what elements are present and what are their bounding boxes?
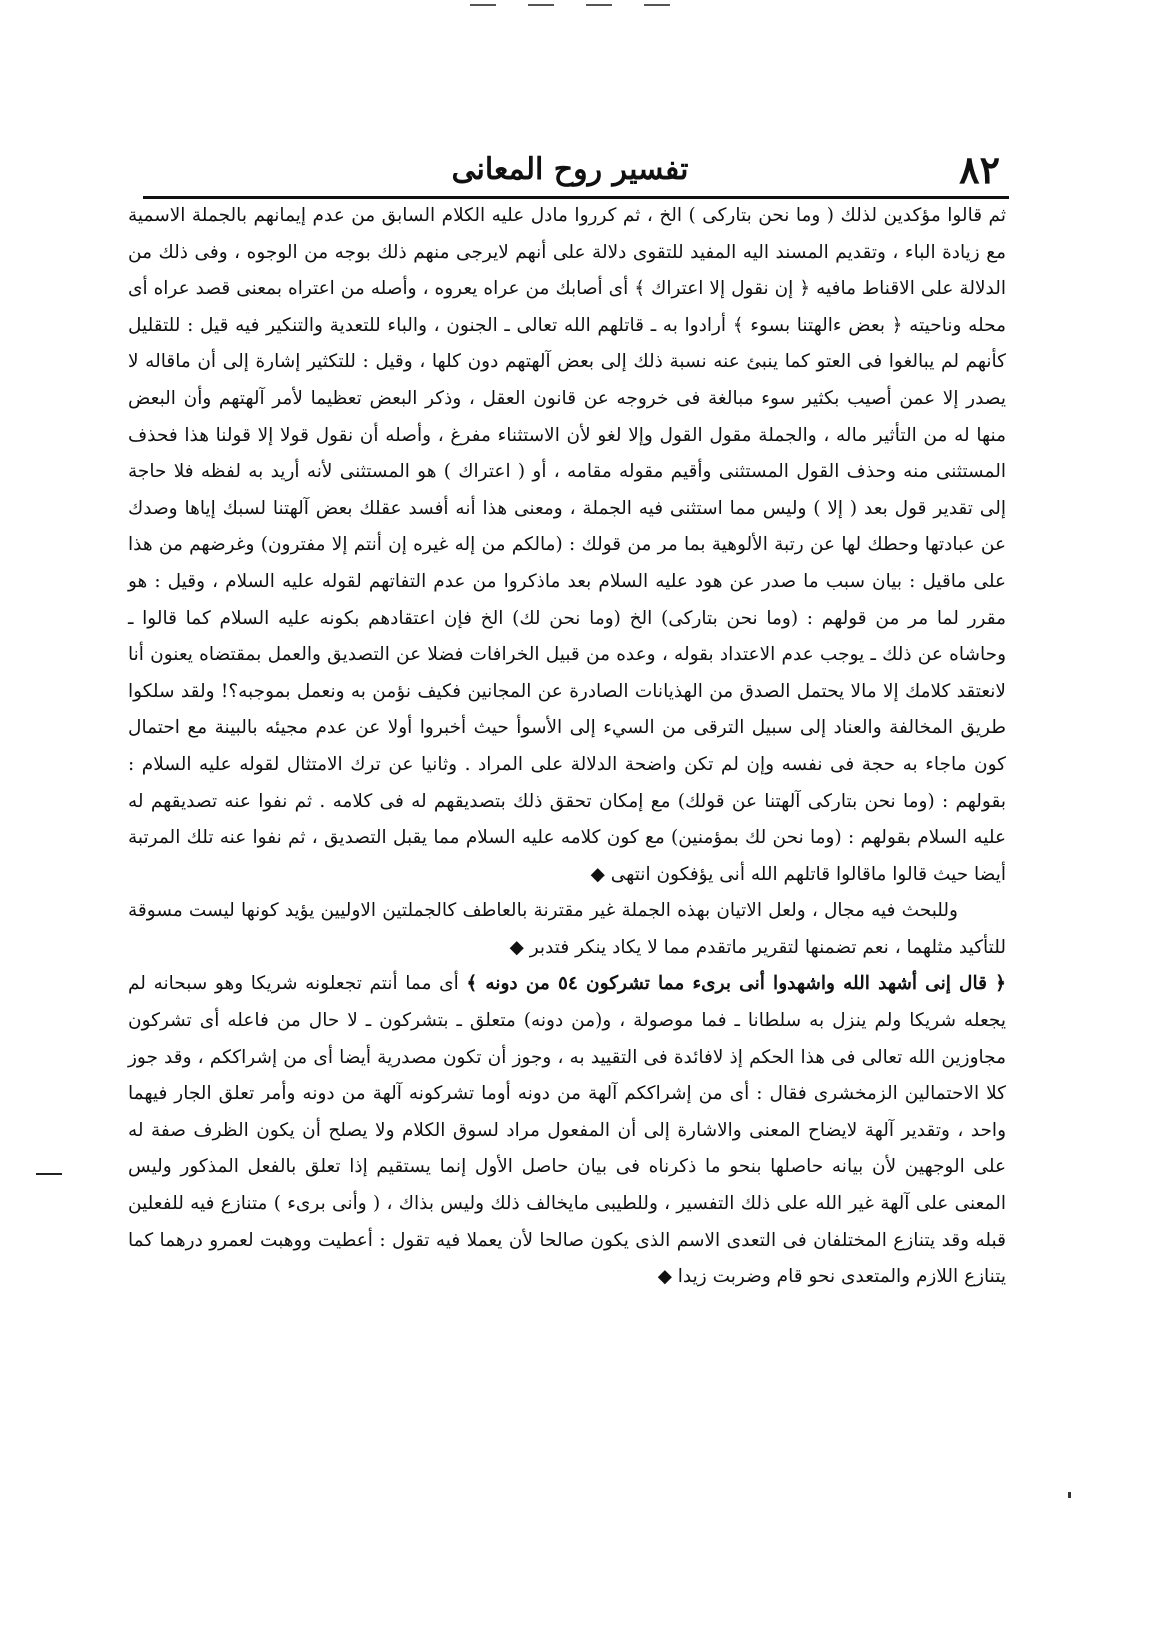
paragraph-2: وللبحث فيه مجال ، ولعل الاتيان بهذه الجملة غير مقترنة بالعاطف كالجملتين الاوليين يؤيد كونها ليست مسوقة للتأكيد مثلهما ، نعم تضمنها لتقرير ماتقدم مما لا يكاد ينكر فتدبر ◆	[128, 900, 1006, 958]
quran-verse-54: ﴿ قال إنى أشهد الله واشهدوا أنى برىء مما تشركون ٥٤ من دونه ﴾	[466, 973, 1006, 995]
margin-dash	[36, 1173, 62, 1175]
page-header	[140, 148, 1000, 192]
margin-mark	[1068, 1492, 1071, 1498]
page-number: ٨٢	[959, 147, 1000, 192]
verse-54-commentary: أى مما أنتم تجعلونه شريكا وهو سبحانه لم يجعله شريكا ولم ينزل به سلطانا ـ فما موصولة ، و(من دونه) متعلق ـ بتشركون ـ لا حال من فاعله أى تشركون مجاوزين الله تعالى فى هذا الحكم إذ لافائدة فى التقييد به ، وجوز أن تكون مصدرية أيضا أى من إشراككم ، وقد جوز كلا الاحتمالين الزمخشرى فقال : أى من إشراككم آلهة من دونه أوما تشركونه آلهة من دونه وأمر تعلق الجار فيهما واحد ، وتقدير آلهة لايضاح المعنى والاشارة إلى أن المفعول مراد لسوق الكلام ولا يصلح أن يكون الظرف صفة له على الوجهين لأن بيانه حاصلها بنحو ما ذكرناه فى بيان حاصل الأول إنما يستقيم إذا تعلق بالفعل المذكور وليس المعنى على آلهة غير الله على ذلك التفسير ، وللطيبى مايخالف ذلك وليس بذاك ، ( وأنى برىء ) متنازع فيه للفعلين قبله وقد يتنازع المختلفان فى التعدى الاسم الذى يكون صالحا لأن يعملا فيه تقول : أعطيت ووهبت لعمرو درهما كما يتنازع اللازم والمتعدى نحو قام وضربت زيدا ◆	[128, 973, 1006, 1288]
top-edge-marks	[470, 4, 670, 10]
running-title: تفسير روح المعانى	[451, 152, 689, 187]
paragraph-3	[128, 966, 1006, 1295]
page-body	[128, 198, 1006, 1296]
paragraph-1: ثم قالوا مؤكدين لذلك ( وما نحن بتاركى ) الخ ، ثم كرروا مادل عليه الكلام السابق من عدم إيمانهم بالجملة الاسمية مع زيادة الباء ، وتقديم المسند اليه المفيد للتقوى دلالة على أنهم لايرجى منهم ذلك بوجه من الوجوه ، وفى ذلك من الدلالة على الاقناط مافيه ﴿ إن نقول إلا اعتراك ﴾ أى أصابك من عراه يعروه ، وأصله من اعتراه بمعنى قصد عراه أى محله وناحيته ﴿ بعض ءالهتنا بسوء ﴾ أرادوا به ـ قاتلهم الله تعالى ـ الجنون ، والباء للتعدية والتنكير فيه قيل : للتقليل كأنهم لم يبالغوا فى العتو كما ينبئ عنه نسبة ذلك إلى بعض آلهتهم دون كلها ، وقيل : للتكثير إشارة إلى أن ماقاله لا يصدر إلا عمن أصيب بكثير سوء مبالغة فى خروجه عن قانون العقل ، وذكر البعض تعظيما لأمر آلهتهم وأن البعض منها له من التأثير ماله ، والجملة مقول القول وإلا لغو لأن الاستثناء مفرغ ، وأصله أن نقول قولا إلا قولنا هذا فحذف المستثنى منه وحذف القول المستثنى وأقيم مقوله مقامه ، أو ( اعتراك ) هو المستثنى لأنه أريد به لفظه فلا حاجة إلى تقدير قول بعد ( إلا ) وليس مما استثنى فيه الجملة ، ومعنى هذا أنه أفسد عقلك بعض آلهتنا لسبك إياها وصدك عن عبادتها وحطك لها عن رتبة الألوهية بما مر من قولك : (مالكم من إله غيره إن أنتم إلا مفترون) وغرضهم من هذا على ماقيل : بيان سبب ما صدر عن هود عليه السلام بعد ماذكروا من عدم التفاتهم لقوله عليه السلام ، وقيل : هو مقرر لما مر من قولهم : (وما نحن بتاركى) الخ (وما نحن لك) الخ فإن اعتقادهم بكونه عليه السلام كما قالوا ـ وحاشاه عن ذلك ـ يوجب عدم الاعتداد بقوله ، وعده من قبيل الخرافات فضلا عن التصديق والعمل بمقتضاه يعنون أنا لانعتقد كلامك إلا مالا يحتمل الصدق من الهذيانات الصادرة عن المجانين فكيف نؤمن به ونعمل بموجبه؟! ولقد سلكوا طريق المخالفة والعناد إلى سبيل الترقى من السيء إلى الأسوأ حيث أخبروا أولا عن عدم مجيئه بالبينة مع احتمال كون ماجاء به حجة فى نفسه وإن لم تكن واضحة الدلالة على المراد . وثانيا عن ترك الامتثال لقوله عليه السلام : بقولهم : (وما نحن بتاركى آلهتنا عن قولك) مع إمكان تحقق ذلك بتصديقهم له فى كلامه . ثم نفوا عنه تصديقهم له عليه السلام بقولهم : (وما نحن لك بمؤمنين) مع كون كلامه عليه السلام مما يقبل التصديق ، ثم نفوا عنه تلك المرتبة أيضا حيث قالوا ماقالوا قاتلهم الله أنى يؤفكون انتهى ◆	[128, 205, 1007, 885]
